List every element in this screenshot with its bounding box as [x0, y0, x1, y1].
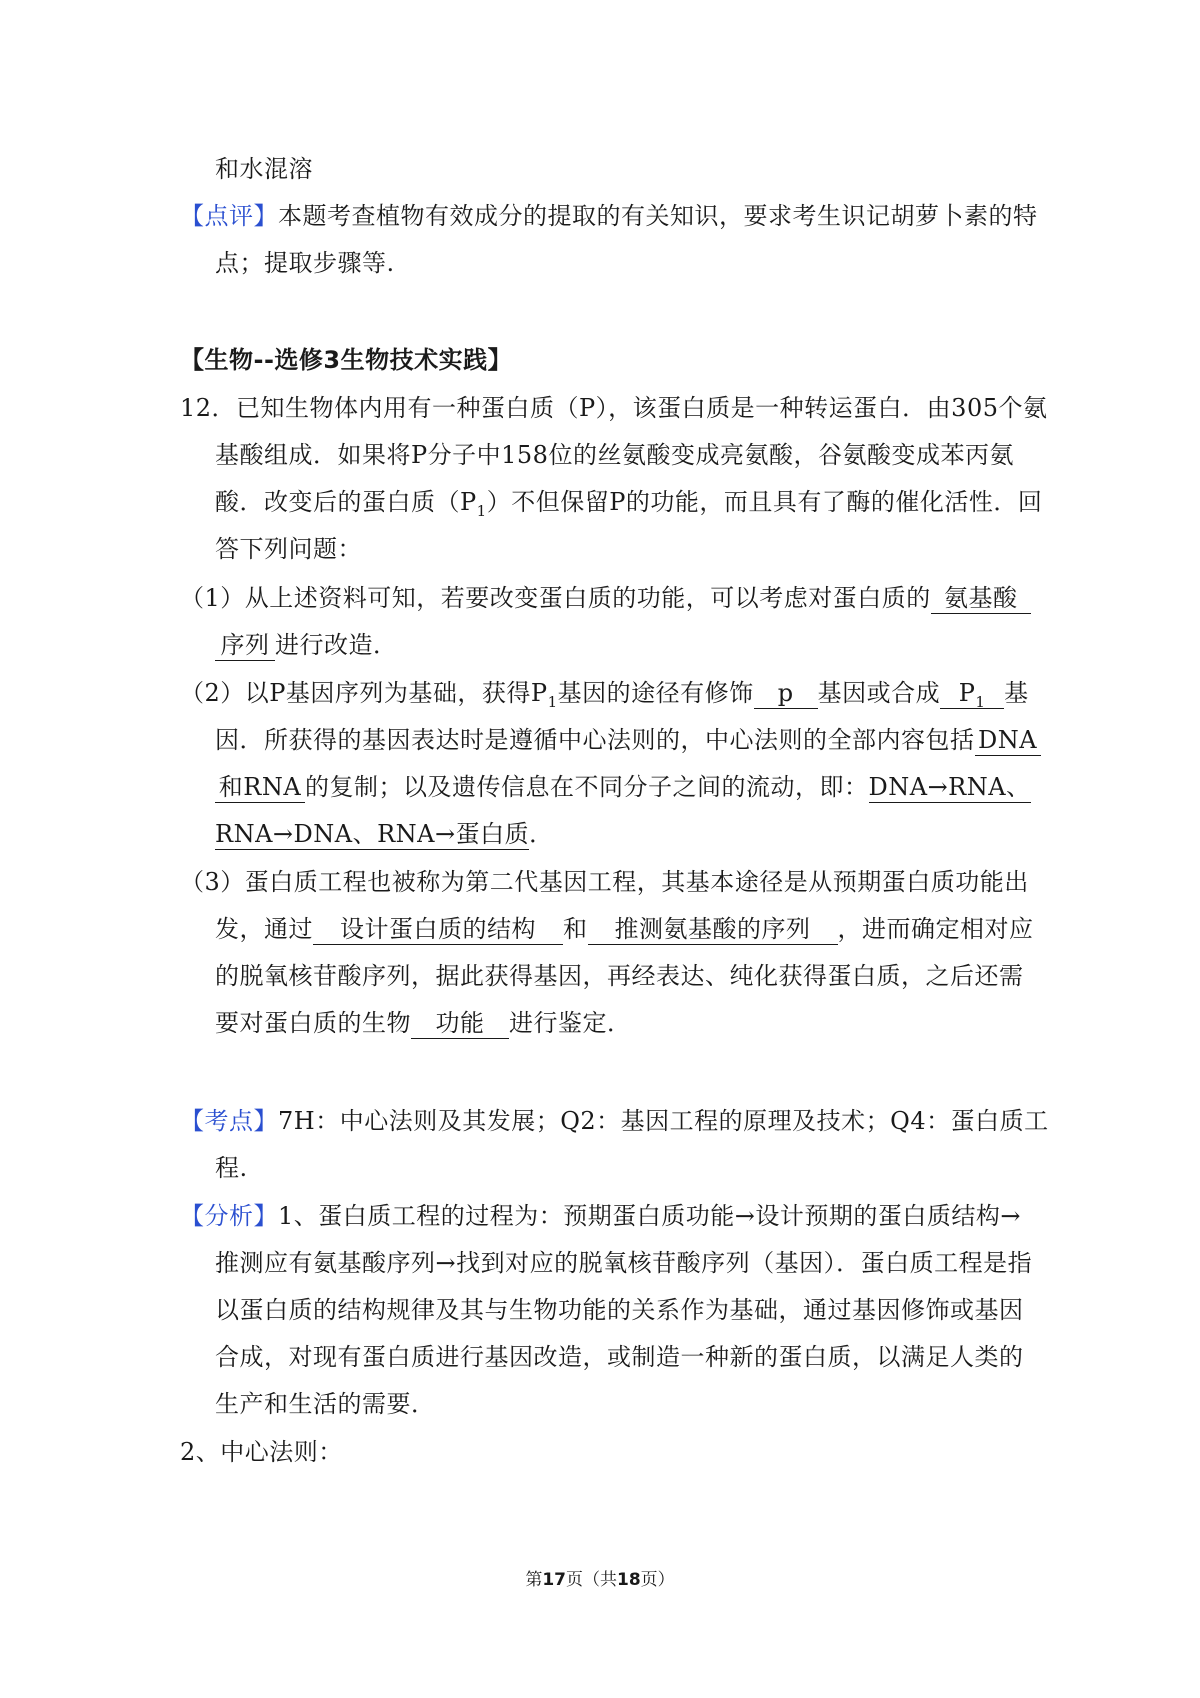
review-line: 【点评】本题考查植物有效成分的提取的有关知识，要求考生识记胡萝卜素的特 — [180, 202, 1038, 230]
answer-blank-design-structure: 设计蛋白质的结构 — [313, 914, 563, 945]
fenxi-line-6: 2、中心法则： — [180, 1438, 343, 1466]
page-number: 17 — [542, 1570, 566, 1590]
fenxi-line-4: 合成，对现有蛋白质进行基因改造，或制造一种新的蛋白质，以满足人类的 — [215, 1343, 1024, 1371]
kaodian-tag: 【考点】 — [180, 1107, 278, 1135]
fenxi-line-1: 【分析】1、蛋白质工程的过程为：预期蛋白质功能→设计预期的蛋白质结构→ — [180, 1202, 1021, 1230]
review-tag: 【点评】 — [180, 202, 278, 230]
answer-blank-p: p — [754, 678, 818, 709]
part-1-line-1: （1）从上述资料可知，若要改变蛋白质的功能，可以考虑对蛋白质的氨基酸 — [180, 582, 1031, 614]
answer-blank-infer-sequence: 推测氨基酸的序列 — [588, 914, 838, 945]
question-12-line-4: 答下列问题： — [215, 535, 362, 563]
previous-answer-tail: 和水混溶 — [215, 155, 313, 183]
fenxi-line-5: 生产和生活的需要． — [215, 1390, 436, 1418]
kaodian-line-2: 程. — [215, 1154, 248, 1182]
part-3-line-1: （3）蛋白质工程也被称为第二代基因工程，其基本途径是从预期蛋白质功能出 — [180, 868, 1029, 896]
kaodian-line-1: 【考点】7H：中心法则及其发展；Q2：基因工程的原理及技术；Q4：蛋白质工 — [180, 1107, 1049, 1135]
part-3-line-4: 要对蛋白质的生物 功能 进行鉴定． — [215, 1009, 632, 1037]
fenxi-tag: 【分析】 — [180, 1202, 278, 1230]
answer-blank-rna: 和RNA — [215, 772, 305, 803]
review-line-2: 点；提取步骤等. — [215, 249, 395, 277]
part-3-line-2: 发，通过 设计蛋白质的结构 和 推测氨基酸的序列 ，进而确定相对应 — [215, 915, 1034, 943]
part-1-line-2: 序列进行改造． — [215, 629, 398, 661]
section-title: 【生物--选修3生物技术实践】 — [180, 346, 513, 374]
part-2-line-4: RNA→DNA、RNA→蛋白质． — [215, 820, 554, 848]
question-12-line-3: 酸．改变后的蛋白质$(P_1)$不但保留P的功能，而且具有了酶的催化活性．回 — [215, 488, 1043, 520]
part-2-line-3: 和RNA的复制；以及遗传信息在不同分子之间的流动，即：DNA→RNA、 — [215, 771, 1031, 803]
fenxi-line-2: 推测应有氨基酸序列→找到对应的脱氧核苷酸序列（基因）．蛋白质工程是指 — [215, 1249, 1033, 1277]
answer-blank-dna: DNA — [975, 725, 1041, 756]
answer-blank-p1: $P_1$ — [940, 678, 1004, 709]
answer-blank-flow-2: RNA→DNA、RNA→蛋白质 — [215, 820, 530, 848]
question-12-line-2: 基酸组成．如果将P分子中158位的丝氨酸变成亮氨酸，谷氨酸变成苯丙氨 — [215, 441, 1014, 469]
answer-blank-sequence: 序列 — [215, 630, 275, 661]
answer-blank-flow: DNA→RNA、 — [868, 773, 1031, 801]
page-footer: 第17页（共18页） — [525, 1570, 675, 1590]
question-12-line-1: 12．已知生物体内用有一种蛋白质（P），该蛋白质是一种转运蛋白．由305个氨 — [180, 394, 1048, 422]
part-2-line-1: （2）以P基因序列为基础，获得$P_1$基因的途径有修饰 p 基因或合成 $P_1$ 基 — [180, 679, 1029, 711]
answer-blank-function: 功能 — [411, 1008, 509, 1039]
fenxi-line-3: 以蛋白质的结构规律及其与生物功能的关系作为基础，通过基因修饰或基因 — [215, 1296, 1024, 1324]
part-2-line-2: 因．所获得的基因表达时是遵循中心法则的，中心法则的全部内容包括DNA — [215, 724, 1041, 756]
part-3-line-3: 的脱氧核苷酸序列，据此获得基因，再经表达、纯化获得蛋白质，之后还需 — [215, 962, 1024, 990]
page-total: 18 — [617, 1570, 641, 1590]
answer-blank-amino-acid: 氨基酸 — [931, 583, 1031, 614]
